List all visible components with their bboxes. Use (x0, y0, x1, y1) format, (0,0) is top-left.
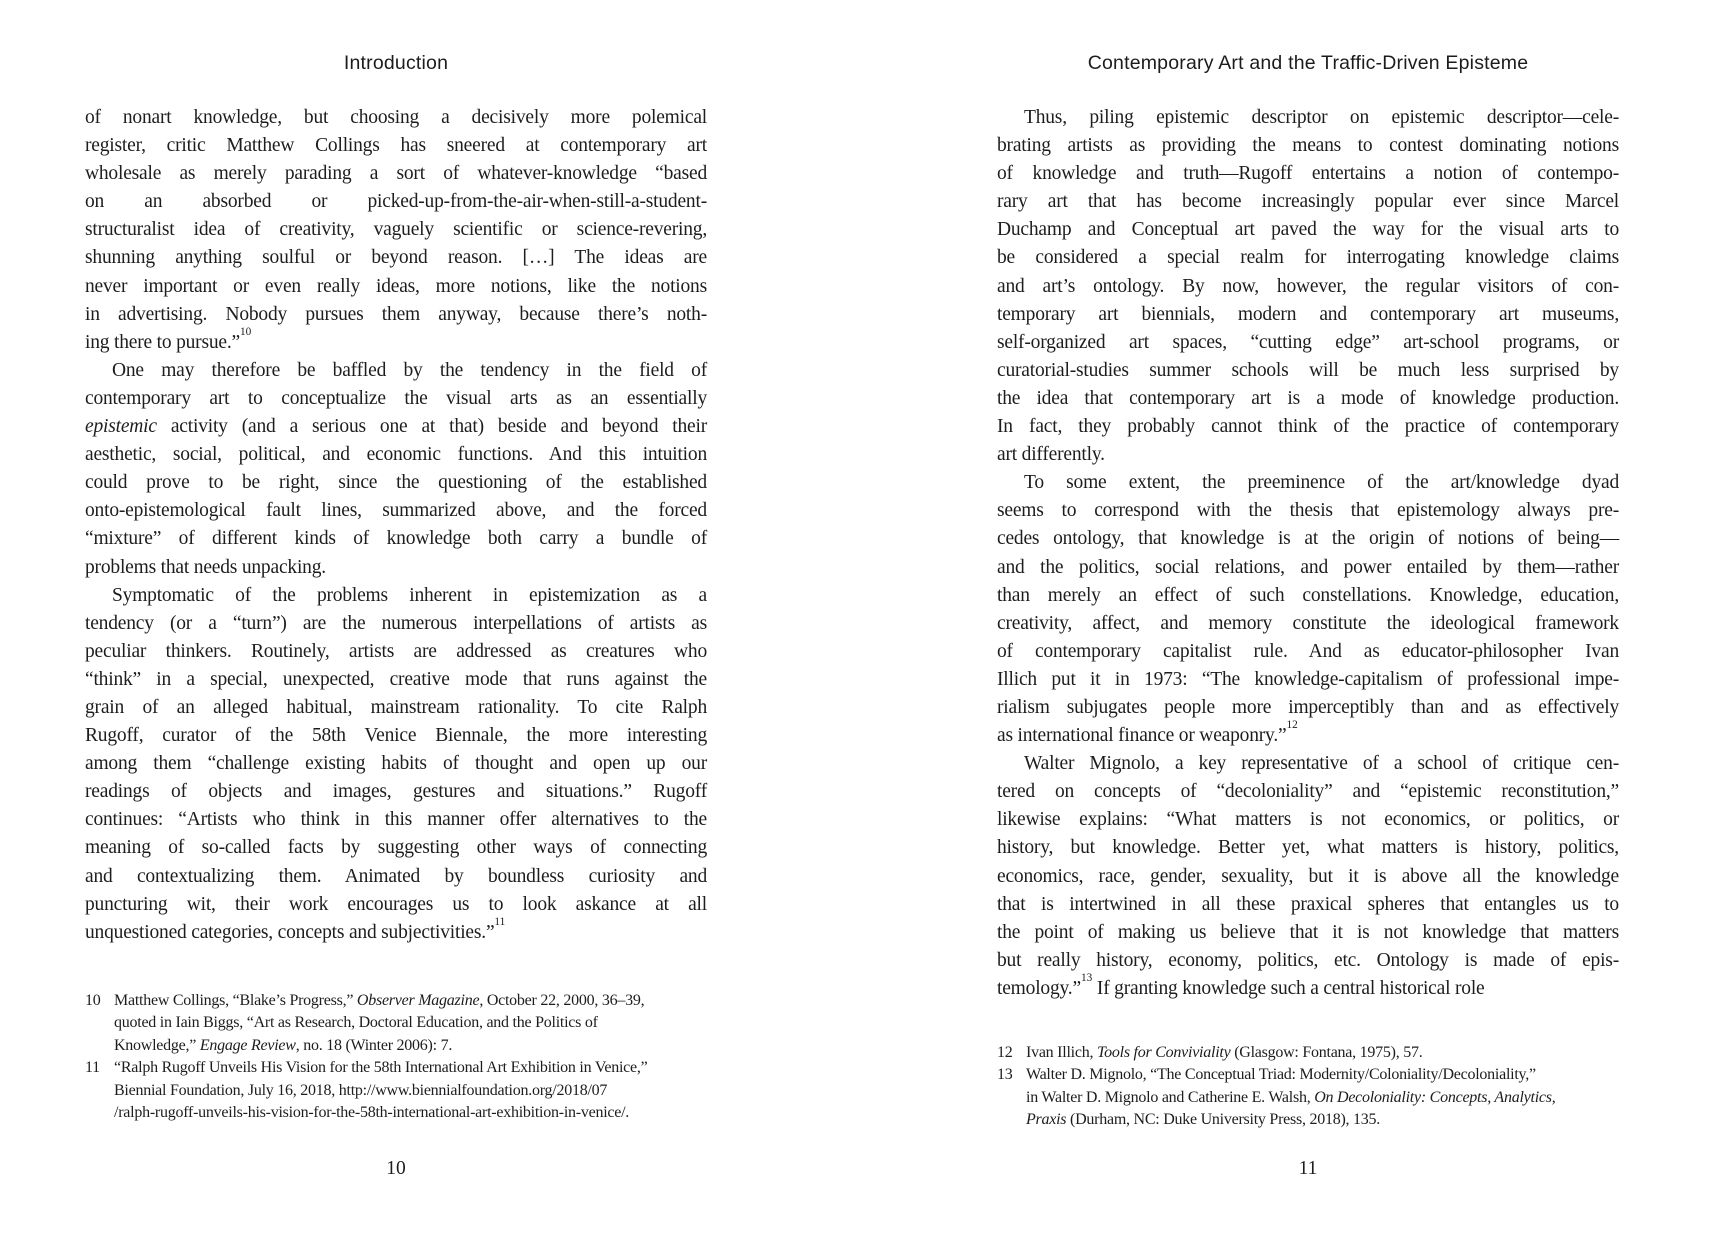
text-line: aesthetic, social, political, and economic functions. And this intuition (85, 444, 707, 466)
footnote-line: Knowledge,” Engage Review, no. 18 (Winter 2006): 7. (114, 1036, 453, 1054)
page-right (997, 52, 1619, 1232)
text-line: on an absorbed or picked-up-from-the-air-when-still-a-student- (85, 191, 707, 213)
text-line: cedes ontology, that knowledge is at the origin of notions of being— (997, 528, 1619, 550)
footnote-line: /ralph-rugoff-unveils-his-vision-for-the-58th-international-art-exhibition-in-venice/. (114, 1104, 630, 1122)
text-line: epistemic activity (and a serious one at that) beside and beyond their (85, 416, 707, 438)
text-line: meaning of so-called facts by suggesting other ways of connecting (85, 837, 707, 859)
text-line: creativity, affect, and memory constitute the ideological framework (997, 612, 1619, 634)
text-line: Thus, piling epistemic descriptor on epistemic descriptor—cele- (1024, 107, 1619, 128)
text-line: structuralist idea of creativity, vaguely scientific or science-revering, (85, 219, 707, 241)
text-line: puncturing wit, their work encourages us to look askance at all (85, 893, 707, 915)
running-head-left: Introduction (343, 52, 449, 74)
text-line: Walter Mignolo, a key representative of a school of critique cen- (1024, 753, 1619, 775)
text-line: in advertising. Nobody pursues them anyway, because there’s noth- (85, 303, 707, 325)
footnote-line: quoted in Iain Biggs, “Art as Research, Doctoral Education, and the Politics of (114, 1014, 598, 1032)
text-line: ing there to pursue.”$^{10}$ (85, 325, 252, 353)
footnote-line: “Ralph Rugoff Unveils His Vision for the 58th International Art Exhibition in Venice,” (114, 1059, 648, 1077)
text-line: “think” in a special, unexpected, creative mode that runs against the (85, 668, 707, 690)
footnote (85, 990, 707, 1057)
footnote-line: Ivan Illich, Tools for Conviviality (Glasgow: Fontana, 1975), 57. (1026, 1044, 1423, 1061)
text-line: rary art that has become increasingly popular ever since Marcel (997, 191, 1619, 213)
text-line: of nonart knowledge, but choosing a decisively more polemical (85, 107, 707, 128)
text-line: and contextualizing them. Animated by boundless curiosity and (85, 865, 707, 887)
text-line: unquestioned categories, concepts and subjectivities.”$^{11}$ (85, 915, 506, 943)
text-line: be considered a special realm for interrogating knowledge claims (997, 247, 1619, 269)
text-line: and art’s ontology. By now, however, the regular visitors of con- (997, 275, 1619, 297)
text-line: of knowledge and truth—Rugoff entertains a notion of contempo- (997, 163, 1619, 185)
text-line: “mixture” of different kinds of knowledge both carry a bundle of (85, 528, 707, 550)
text-line: Duchamp and Conceptual art paved the way for the visual arts to (997, 219, 1619, 241)
text-line: To some extent, the preeminence of the art/knowledge dyad (1024, 472, 1619, 494)
footnote-number: 13 (997, 1066, 1013, 1084)
page-number-right: 11 (1298, 1158, 1318, 1179)
text-line: among them “challenge existing habits of thought and open up our (85, 753, 707, 775)
footnote-number: 12 (997, 1044, 1013, 1061)
text-line: temporary art biennials, modern and contemporary art museums, (997, 303, 1619, 325)
footnote-number: 11 (85, 1059, 100, 1077)
text-line: onto-epistemological fault lines, summarized above, and the forced (85, 500, 707, 522)
text-line: peculiar thinkers. Routinely, artists are addressed as creatures who (85, 640, 707, 662)
footnote (85, 1057, 707, 1124)
text-line: that is intertwined in all these praxical spheres that entangles us to (997, 893, 1619, 915)
page-left (85, 52, 707, 1232)
text-line: never important or even really ideas, more notions, like the notions (85, 275, 707, 297)
text-line: and the politics, social relations, and power entailed by them—rather (997, 556, 1619, 578)
footnote-line: Praxis (Durham, NC: Duke University Press, 2018), 135. (1026, 1111, 1381, 1129)
text-line: continues: “Artists who think in this manner offer alternatives to the (85, 809, 707, 831)
text-line: self-organized art spaces, “cutting edge” art-school programs, or (997, 331, 1619, 353)
text-line: Illich put it in 1973: “The knowledge-capitalism of professional impe- (997, 668, 1619, 690)
footnote-reference: 11 (494, 915, 506, 928)
text-line: of contemporary capitalist rule. And as educator-philosopher Ivan (997, 640, 1619, 662)
text-line: shunning anything soulful or beyond reason. […] The ideas are (85, 247, 707, 269)
text-line: than merely an effect of such constellations. Knowledge, education, (997, 584, 1619, 606)
text-line: seems to correspond with the thesis that epistemology always pre- (997, 500, 1619, 522)
text-line: Rugoff, curator of the 58th Venice Biennale, the more interesting (85, 725, 707, 747)
footnotes-left (85, 990, 707, 1124)
footnote-reference: 10 (240, 325, 252, 338)
text-line: brating artists as providing the means to contest dominating notions (997, 135, 1619, 157)
text-line: One may therefore be baffled by the tendency in the field of (112, 359, 707, 381)
text-line: In fact, they probably cannot think of the practice of contemporary (997, 416, 1619, 438)
footnote (997, 1064, 1619, 1131)
text-line: grain of an alleged habitual, mainstream rationality. To cite Ralph (85, 696, 707, 718)
text-line: history, but knowledge. Better yet, what matters is history, politics, (997, 837, 1619, 859)
text-line: tendency (or a “turn”) are the numerous interpellations of artists as (85, 612, 707, 634)
footnote-line: in Walter D. Mignolo and Catherine E. Walsh, On Decoloniality: Concepts, Analytics, (1026, 1088, 1556, 1106)
footnote-line: Matthew Collings, “Blake’s Progress,” Observer Magazine, October 22, 2000, 36–39, (114, 992, 645, 1009)
running-head-right: Contemporary Art and the Traffic-Driven Episteme (1087, 52, 1529, 74)
text-line: register, critic Matthew Collings has sneered at contemporary art (85, 135, 707, 157)
text-line: wholesale as merely parading a sort of whatever-knowledge “based (85, 163, 707, 185)
footnote (997, 1042, 1619, 1064)
text-line: tered on concepts of “decoloniality” and “epistemic reconstitution,” (997, 781, 1619, 803)
footnote-reference: 13 (1080, 971, 1093, 984)
text-line: but really history, economy, politics, etc. Ontology is made of epis- (997, 949, 1619, 971)
page-number-left: 10 (386, 1158, 406, 1179)
body-text-right (997, 104, 1619, 1003)
text-line: contemporary art to conceptualize the visual arts as an essentially (85, 387, 707, 409)
footnote-line: Biennial Foundation, July 16, 2018, http://www.biennialfoundation.org/2018/07 (114, 1081, 608, 1099)
text-line: likewise explains: “What matters is not economics, or politics, or (997, 809, 1619, 831)
text-line: could prove to be right, since the questioning of the established (85, 472, 707, 494)
text-line: Symptomatic of the problems inherent in epistemization as a (112, 584, 707, 606)
text-line: economics, race, gender, sexuality, but it is above all the knowledge (997, 865, 1619, 887)
footnotes-right (997, 1042, 1619, 1132)
text-line: problems that needs unpacking. (85, 556, 326, 578)
text-line: temology.”$^{13}$ If granting knowledge such a central historical role (997, 971, 1485, 999)
text-line: curatorial-studies summer schools will be much less surprised by (997, 359, 1619, 381)
text-line: as international finance or weaponry.”$^{12}$ (997, 719, 1298, 747)
footnote-line: Walter D. Mignolo, “The Conceptual Triad: Modernity/Coloniality/Decoloniality,” (1026, 1066, 1536, 1084)
footnote-number: 10 (85, 992, 101, 1009)
text-line: the point of making us believe that it is not knowledge that matters (997, 921, 1619, 943)
text-line: the idea that contemporary art is a mode of knowledge production. (997, 387, 1619, 409)
text-line: readings of objects and images, gestures and situations.” Rugoff (85, 781, 707, 803)
body-text-left (85, 104, 707, 947)
text-line: art differently. (997, 444, 1105, 466)
text-line: rialism subjugates people more imperceptibly than and as effectively (997, 696, 1619, 718)
footnote-reference: 12 (1286, 719, 1298, 732)
